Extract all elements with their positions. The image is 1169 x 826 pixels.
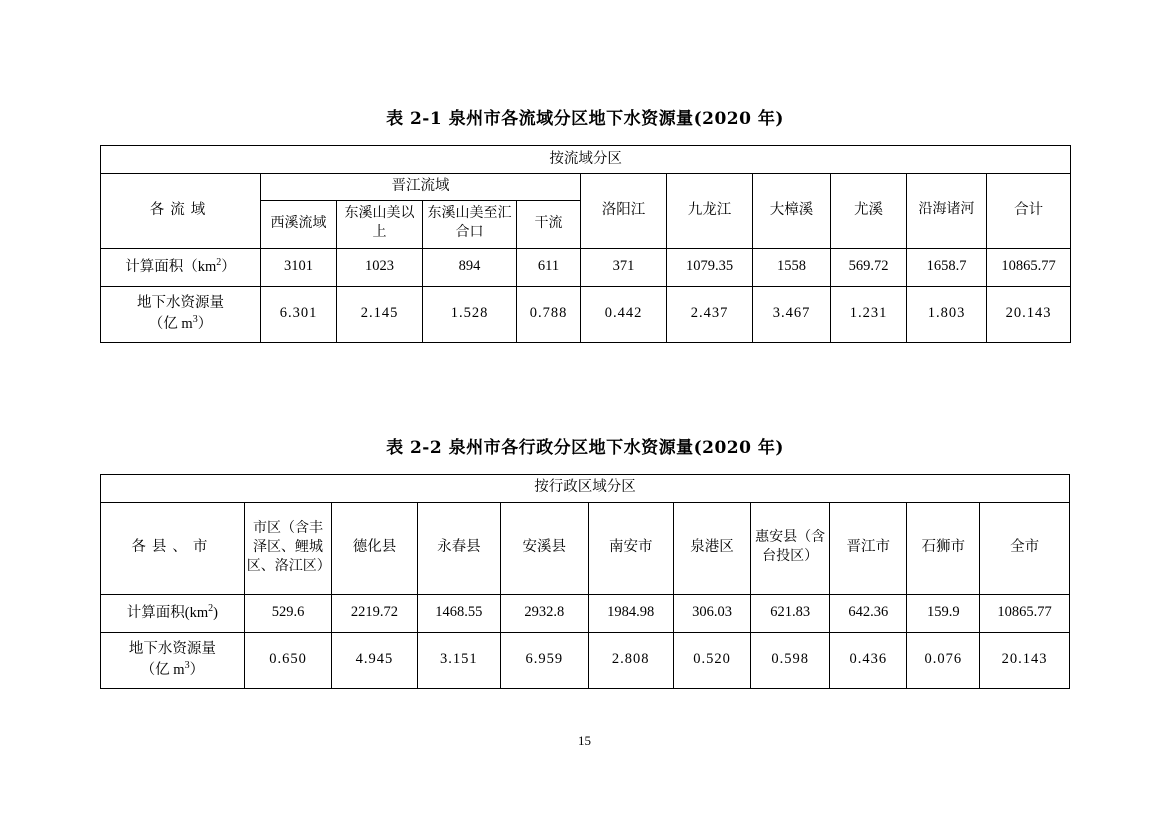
table-1-col-total: 合计 [987, 174, 1071, 249]
table-1-col-jiulongjiang: 九龙江 [667, 174, 753, 249]
row-label-line2-main: （亿 m [148, 315, 193, 332]
table-cell: 529.6 [244, 594, 332, 632]
table-administrative-groundwater [100, 474, 1070, 689]
table-cell: 569.72 [831, 248, 907, 286]
table-cell: 2.145 [337, 286, 423, 342]
table-cell: 642.36 [830, 594, 907, 632]
table-cell: 0.436 [830, 632, 907, 688]
table-row [101, 502, 1070, 594]
table-row [101, 248, 1071, 286]
table-cell: 611 [517, 248, 581, 286]
table-cell: 0.076 [907, 632, 980, 688]
table-1-row-label-area [101, 248, 261, 286]
table-1-col-youxi: 尤溪 [831, 174, 907, 249]
table-1-row-label-groundwater [101, 286, 261, 342]
table-cell: 3.151 [417, 632, 500, 688]
row-label-line2-sup: 3 [192, 314, 198, 326]
table-2-row-label-area [101, 594, 245, 632]
table-cell: 3101 [261, 248, 337, 286]
table-cell: 0.442 [581, 286, 667, 342]
table-2-col-nanan: 南安市 [588, 502, 673, 594]
table-1-banner: 按流域分区 [101, 146, 1071, 174]
table-cell: 6.301 [261, 286, 337, 342]
table-cell: 306.03 [673, 594, 750, 632]
row-label-line2 [103, 313, 258, 334]
table-cell: 0.520 [673, 632, 750, 688]
row-label-line2-sup: 3 [184, 660, 190, 672]
page-content [100, 0, 1070, 689]
table-1-group-header: 晋江流域 [261, 174, 581, 201]
table-1-col-mainstream: 干流 [517, 200, 581, 248]
row-label-tail: ） [221, 259, 236, 276]
table-row [101, 594, 1070, 632]
table-row [101, 146, 1071, 174]
table-cell: 1023 [337, 248, 423, 286]
row-label-line2-tail: ） [197, 315, 213, 332]
table-cell: 159.9 [907, 594, 980, 632]
table-cell: 0.650 [244, 632, 332, 688]
table-2-title: 表 2-2 泉州市各行政分区地下水资源量(2020 年) [386, 437, 784, 458]
row-label-tail: ) [213, 605, 218, 622]
section-gap [100, 343, 1070, 387]
table-cell: 2.437 [667, 286, 753, 342]
table-cell: 1.231 [831, 286, 907, 342]
table-cell: 20.143 [980, 632, 1070, 688]
row-label-main: 计算面积（km [125, 259, 217, 276]
table-cell: 0.788 [517, 286, 581, 342]
table-cell: 3.467 [753, 286, 831, 342]
table-cell: 1658.7 [907, 248, 987, 286]
table-cell: 1.803 [907, 286, 987, 342]
table-2-col-anxi: 安溪县 [501, 502, 589, 594]
table-cell: 1.528 [423, 286, 517, 342]
table-cell: 371 [581, 248, 667, 286]
table-2-corner-label: 各县、市 [101, 502, 245, 594]
table-cell: 10865.77 [980, 594, 1070, 632]
table-row [101, 632, 1070, 688]
table-row [101, 174, 1071, 201]
row-label-sup: 2 [208, 603, 214, 615]
row-label-sup: 2 [216, 257, 222, 269]
table-1-corner-label: 各流域 [101, 174, 261, 249]
row-label-line1: 地下水资源量 [128, 640, 216, 657]
table-cell: 2932.8 [501, 594, 589, 632]
table-cell: 1468.55 [417, 594, 500, 632]
table-1-col-dongxi-to-confluence: 东溪山美至汇合口 [423, 200, 517, 248]
table-cell: 1984.98 [588, 594, 673, 632]
row-label-line2-tail: ） [189, 661, 205, 678]
table-row [101, 286, 1071, 342]
table-2-col-citywide: 全市 [980, 502, 1070, 594]
table-cell: 621.83 [751, 594, 830, 632]
table-1-col-dazhangxi: 大樟溪 [753, 174, 831, 249]
table-1-col-xixi: 西溪流域 [261, 200, 337, 248]
table-cell: 20.143 [987, 286, 1071, 342]
row-label-line2-main: （亿 m [140, 661, 185, 678]
table-2-row-label-groundwater [101, 632, 245, 688]
table-cell: 1079.35 [667, 248, 753, 286]
page-number: 15 [578, 733, 591, 748]
table-2-col-quangang: 泉港区 [673, 502, 750, 594]
table-1-title: 表 2-1 泉州市各流域分区地下水资源量(2020 年) [386, 109, 784, 129]
table-2-col-urban: 市区（含丰泽区、鲤城区、洛江区） [244, 502, 332, 594]
table-cell: 894 [423, 248, 517, 286]
table-cell: 4.945 [332, 632, 417, 688]
table-cell: 6.959 [501, 632, 589, 688]
table-cell: 2219.72 [332, 594, 417, 632]
table-2-col-dehua: 德化县 [332, 502, 417, 594]
table-row [101, 474, 1070, 502]
table-cell: 0.598 [751, 632, 830, 688]
table-cell: 2.808 [588, 632, 673, 688]
table-2-banner: 按行政区域分区 [101, 474, 1070, 502]
table-2-col-shishi: 石狮市 [907, 502, 980, 594]
table-basin-groundwater [100, 145, 1071, 343]
table-1-col-dongxi-above: 东溪山美以上 [337, 200, 423, 248]
table-cell: 1558 [753, 248, 831, 286]
table-2-col-jinjiang: 晋江市 [830, 502, 907, 594]
row-label-main: 计算面积(km [126, 605, 209, 622]
table-1-col-coastal: 沿海诸河 [907, 174, 987, 249]
row-label-line1: 地下水资源量 [137, 294, 224, 311]
table-1-col-luoyangjiang: 洛阳江 [581, 174, 667, 249]
table-2-col-yongchun: 永春县 [417, 502, 500, 594]
row-label-line2 [103, 659, 242, 680]
table-2-col-huian: 惠安县（含台投区） [751, 502, 830, 594]
table-cell: 10865.77 [987, 248, 1071, 286]
